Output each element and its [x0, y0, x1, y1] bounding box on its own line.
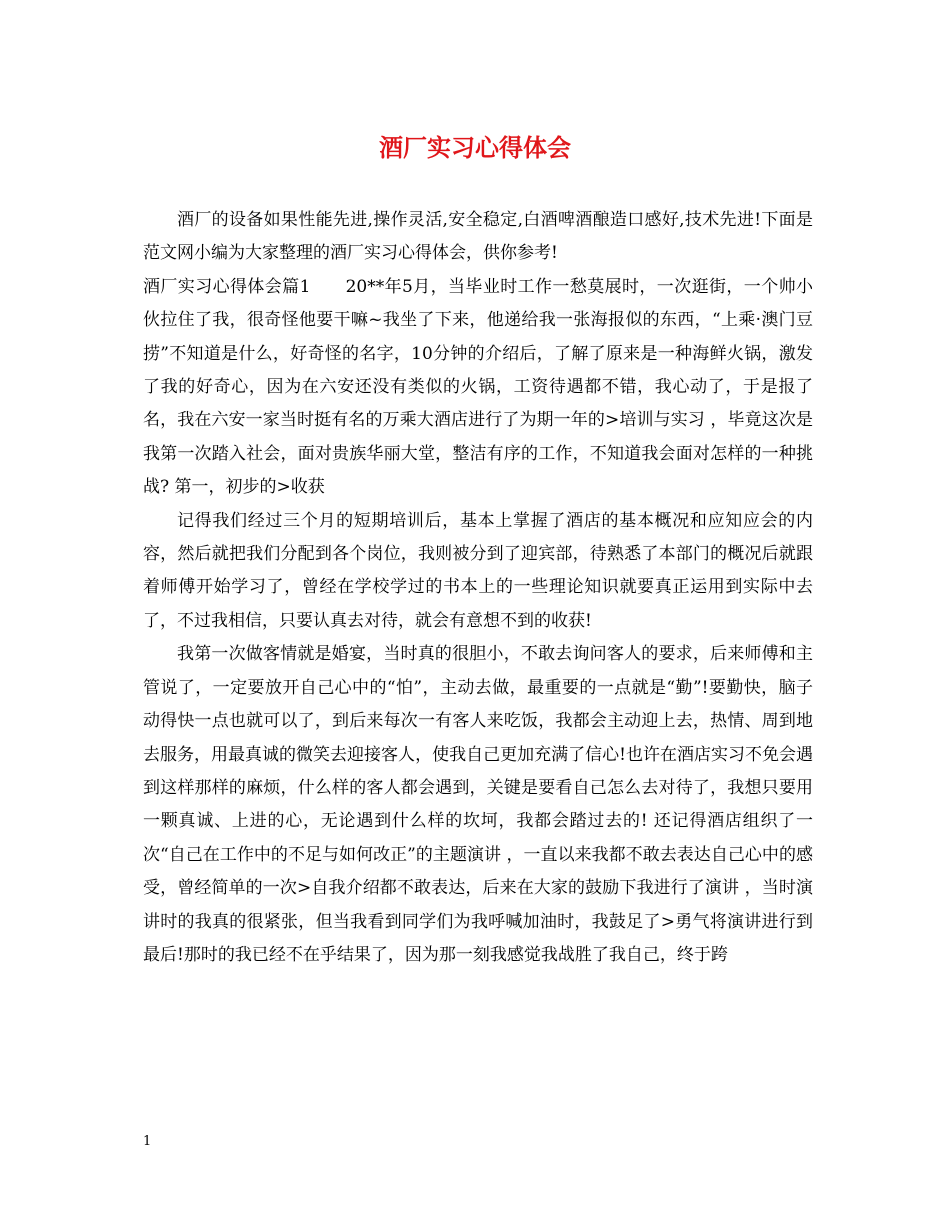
page-title: 酒厂实习心得体会: [379, 133, 571, 162]
paragraph-intro: 酒厂的设备如果性能先进,操作灵活,安全稳定,白酒啤酒酿造口感好,技术先进!下面是范文网小编为大家整理的酒厂实习心得体会，供你参考!: [143, 210, 813, 264]
paragraph-training: 记得我们经过三个月的短期培训后，基本上掌握了酒店的基本概况和应知应会的内容，然后就把我们分配到各个岗位，我则被分到了迎宾部，待熟悉了本部门的概况后就跟着师傅开始学习了，曾经在学校学过的书本上的一些理论知识就要真正运用到实际中去了，不过我相信，只要认真去对待，就会有意想不到的收获!: [143, 510, 813, 631]
paragraph-section-1: 酒厂实习心得体会篇1 20**年5月，当毕业时工作一愁莫展时，一次逛街，一个帅小伙拉住了我，很奇怪他要干嘛~我坐了下来，他递给我一张海报似的东西，“上乘·澳门豆捞”不知道是什么，好奇怪的名字，10分钟的介绍后，了解了原来是一种海鲜火锅，激发了我的好奇心，因为在六安还没有类似的火锅，工资待遇都不错，我心动了，于是报了名，我在六安一家当时挺有名的万乘大酒店进行了为期一年的>培训与实习 ，毕竟这次是我第一次踏入社会，面对贵族华丽大堂，整洁有序的工作，不知道我会面对怎样的一种挑战? 第一，初步的>收获: [143, 276, 813, 498]
paragraph-first-experience: 我第一次做客情就是婚宴，当时真的很胆小，不敢去询问客人的要求，后来师傅和主管说了，一定要放开自己心中的“怕”，主动去做，最重要的一点就是“勤”!要勤快，脑子动得快一点也就可以了，到后来每次一有客人来吃饭，我都会主动迎上去，热情、周到地去服务，用最真诚的微笑去迎接客人，使我自己更加充满了信心!也许在酒店实习不免会遇到这样那样的麻烦，什么样的客人都会遇到，关键是要看自己怎么去对待了，我想只要用一颗真诚、上进的心，无论遇到什么样的坎坷，我都会踏过去的! 还记得酒店组织了一次“自己在工作中的不足与如何改正”的主题演讲 ，一直以来我都不敢去表达自己心中的感受，曾经简单的一次>自我介绍都不敢表达，后来在大家的鼓励下我进行了演讲 ，当时演讲时的我真的很紧张，但当我看到同学们为我呼喊加油时，我鼓足了>勇气将演讲进行到最后!那时的我已经不在乎结果了，因为那一刻我感觉我战胜了我自己，终于跨: [143, 644, 813, 965]
document-body: [143, 204, 813, 972]
page-number: 1: [143, 1134, 152, 1149]
